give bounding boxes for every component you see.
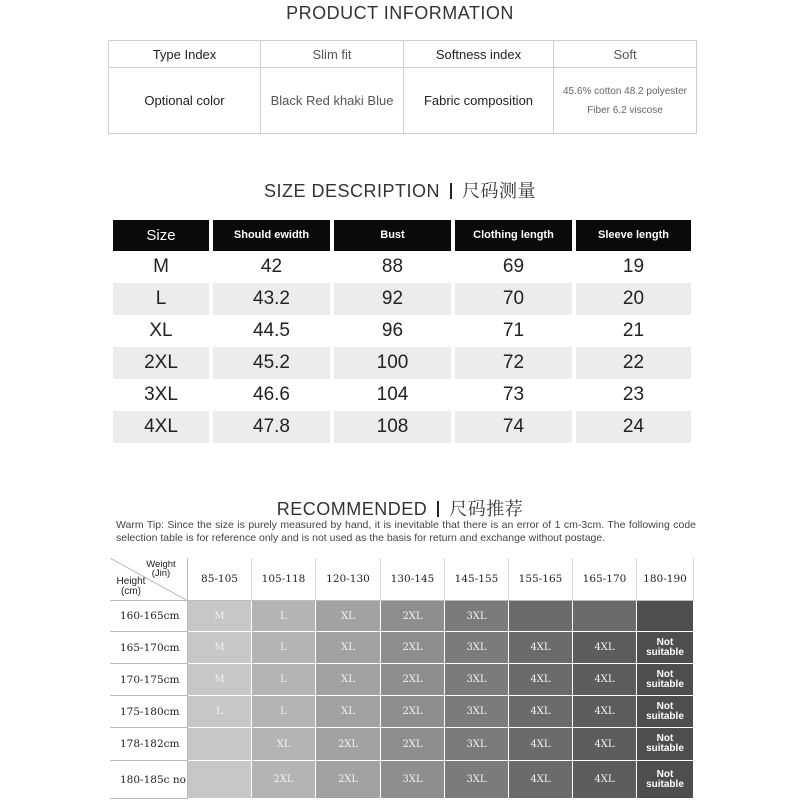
recommended-size: 3XL [445, 601, 509, 632]
size-value: 45.2 [213, 347, 330, 379]
size-label: M [153, 256, 169, 277]
recommended-size: 3XL [445, 664, 509, 696]
recommended-size: 2XL [316, 728, 381, 761]
weight-header: 105-118 [252, 558, 316, 601]
size-value: 71 [502, 320, 525, 341]
info-row [109, 68, 697, 134]
recommended-size: Not suitable [637, 728, 694, 761]
header-cell: Bust [334, 220, 451, 251]
recommended-size: XL [316, 696, 381, 728]
size-value: 88 [381, 256, 404, 277]
size-value: 92 [334, 283, 451, 315]
recommended-size: 2XL [381, 632, 445, 664]
size-value: 42 [260, 256, 283, 277]
recommended-size: L [252, 664, 316, 696]
size-value: 46.6 [253, 384, 290, 405]
info-label: Optional color [109, 68, 261, 134]
size-label: XL [149, 320, 173, 341]
recommended-size: XL [316, 601, 381, 632]
size-row [113, 379, 691, 411]
recommended-size: 4XL [573, 696, 637, 728]
weight-header: 85-105 [188, 558, 252, 601]
recommended-body [110, 601, 694, 799]
info-row [109, 41, 697, 68]
size-row [113, 347, 691, 379]
size-label: 2XL [113, 347, 209, 379]
recommended-size: XL [316, 632, 381, 664]
info-label: Fabric composition [404, 68, 554, 134]
info-value: 45.6% cotton 48.2 polyester Fiber 6.2 viscose [554, 68, 697, 134]
info-value: Soft [554, 41, 697, 68]
recommended-size: 3XL [381, 761, 445, 799]
recommended-row [110, 632, 694, 664]
size-value: 96 [381, 320, 404, 341]
recommended-size: 3XL [445, 761, 509, 799]
recommended-row [110, 601, 694, 632]
recommended-size: Not suitable [637, 696, 694, 728]
recommended-size: 2XL [252, 761, 316, 799]
recommended-header-row [110, 558, 694, 601]
header-cell: Sleeve length [576, 220, 691, 251]
recommended-size: Not suitable [637, 664, 694, 696]
recommended-size: L [252, 696, 316, 728]
size-value: 44.5 [253, 320, 290, 341]
info-value: Slim fit [261, 41, 404, 68]
height-range: 175-180cm [110, 696, 188, 728]
recommended-row [110, 761, 694, 799]
recommended-size: L [252, 632, 316, 664]
info-label: Softness index [404, 41, 554, 68]
recommended-size: M [188, 664, 252, 696]
recommended-size: 2XL [316, 761, 381, 799]
size-value: 23 [622, 384, 645, 405]
height-label: Height (cm) [116, 576, 146, 597]
size-description-heading: SIZE DESCRIPTION 尺码测量 [263, 181, 537, 201]
recommended-size: 3XL [445, 632, 509, 664]
size-row [113, 411, 691, 443]
size-row [113, 315, 691, 347]
recommended-size: M [188, 632, 252, 664]
size-value: 108 [334, 411, 451, 443]
weight-header: 120-130 [316, 558, 381, 601]
info-value: Black Red khaki Blue [261, 68, 404, 134]
heading-divider [450, 183, 452, 199]
warm-tip: Warm Tip: Since the size is purely measured by hand, it is inevitable that there is an error of 1 cm-3cm. The following code selection table is for reference only and is not used as the basis for return and exchange without postage. [116, 519, 696, 544]
size-value: 73 [502, 384, 525, 405]
weight-header: 165-170 [573, 558, 637, 601]
size-value: 19 [622, 256, 645, 277]
size-value: 21 [622, 320, 645, 341]
recommended-size: 2XL [381, 601, 445, 632]
recommended-size: 2XL [381, 728, 445, 761]
recommended-size [509, 601, 573, 632]
size-value: 43.2 [213, 283, 330, 315]
recommended-row [110, 728, 694, 761]
recommended-size: 4XL [509, 632, 573, 664]
recommended-size [573, 601, 637, 632]
weight-header: 145-155 [445, 558, 509, 601]
recommended-size: XL [316, 664, 381, 696]
recommended-size: 4XL [509, 664, 573, 696]
recommended-row [110, 696, 694, 728]
recommended-table [110, 558, 694, 800]
height-range: 160-165cm [110, 601, 188, 632]
size-value: 24 [576, 411, 691, 443]
recommended-size: Not suitable [637, 761, 694, 799]
weight-header: 155-165 [509, 558, 573, 601]
recommended-size: 4XL [509, 728, 573, 761]
recommended-size: 4XL [509, 761, 573, 799]
recommended-size [637, 601, 694, 632]
recommended-size: 4XL [573, 728, 637, 761]
recommended-size: 3XL [445, 728, 509, 761]
size-label: 4XL [113, 411, 209, 443]
weight-header: 180-190 [637, 558, 694, 601]
size-value: 104 [376, 384, 409, 405]
recommended-size: 4XL [573, 664, 637, 696]
recommended-size: L [252, 601, 316, 632]
info-label: Type Index [109, 41, 261, 68]
weight-header: 130-145 [381, 558, 445, 601]
recommended-size: 3XL [445, 696, 509, 728]
size-label: L [113, 283, 209, 315]
size-row [113, 251, 691, 283]
header-cell: Size [113, 220, 209, 251]
recommended-size: L [188, 696, 252, 728]
header-cell: Clothing length [455, 220, 572, 251]
size-table-header [113, 220, 691, 251]
size-value: 70 [455, 283, 572, 315]
recommended-row [110, 664, 694, 696]
recommended-size: XL [252, 728, 316, 761]
size-table [113, 220, 691, 443]
recommended-size [188, 728, 252, 761]
size-value: 22 [576, 347, 691, 379]
size-value: 20 [576, 283, 691, 315]
recommended-size: M [188, 601, 252, 632]
weight-label: Weight (Jin) [146, 559, 176, 579]
recommended-size [188, 761, 252, 799]
height-range: 178-182cm [110, 728, 188, 761]
size-table-body [113, 251, 691, 443]
recommended-heading: RECOMMENDED 尺码推荐 [276, 499, 524, 519]
height-range: 165-170cm [110, 632, 188, 664]
size-value: 74 [455, 411, 572, 443]
size-value: 72 [455, 347, 572, 379]
size-value: 69 [502, 256, 525, 277]
recommended-size: Not suitable [637, 632, 694, 664]
size-value: 47.8 [213, 411, 330, 443]
recommended-size: 4XL [509, 696, 573, 728]
size-value: 100 [334, 347, 451, 379]
recommended-size: 2XL [381, 664, 445, 696]
recommended-size: 2XL [381, 696, 445, 728]
recommended-size: 4XL [573, 761, 637, 799]
corner-cell [110, 558, 188, 601]
height-range: 170-175cm [110, 664, 188, 696]
header-cell: Should ewidth [213, 220, 330, 251]
recommended-size: 4XL [573, 632, 637, 664]
heading-divider [437, 501, 439, 517]
product-info-table [108, 40, 697, 134]
product-info-heading: PRODUCT INFORMATION [286, 3, 514, 23]
height-range: 180-185c no [110, 761, 188, 799]
size-label: 3XL [144, 384, 178, 405]
size-row [113, 283, 691, 315]
